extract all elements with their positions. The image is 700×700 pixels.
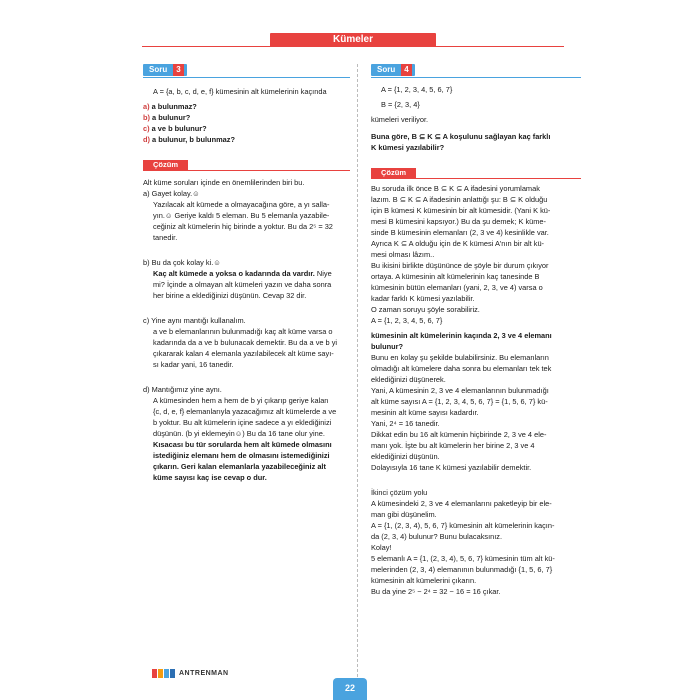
question-text: A = {a, b, c, d, e, f} kümesinin alt kümelerinin kaçında	[153, 87, 327, 96]
part-d-body: A kümesinden hem a hem de b yi çıkarıp geriye kalan {c, d, e, f} elemanlarıyla yazacağımız alt kümelerde a ve b yoktur. Bu alt kümelerin içine sadece a yı eklediğinizi düşünün. (b yi eklemeyin☺) Bu da 16 tane olur yine. Kısacası bu tür sorularda hem alt kümede olmasını istediğiniz elemanı hem de olmasını istemediğinizi çıkarın. Geri kalan elemanlarla yazabileceğiniz alt küme sayısı kaç ise cevap o dur.	[153, 396, 337, 482]
publisher-logo	[152, 666, 229, 680]
part-d-heading: d) Mantığımız yine aynı.	[143, 385, 222, 394]
solution-paragraph-5: Dikkat edin bu 16 alt kümenin hiçbirinde 2, 3 ve 4 ele- manı yok. İşte bu alt kümelerin her birine 2, 3 ve 4 eklediğinizi düşünün. Dolayısıyla 16 tane K kümesi yazılabilir demektir.	[371, 430, 547, 472]
soru-label: Soru	[149, 65, 168, 74]
option-c: c) a ve b bulunur?	[143, 124, 207, 133]
solution-paragraph-1: Bu soruda ilk önce B ⊆ K ⊆ A ifadesini yorumlamak lazım. B ⊆ K ⊆ A ifadesinin anlattığı şu: B ⊆ K olduğu için B kümesi K kümesinin bir alt kümesidir. (Yani K kü- mesi B kümesini kapsıyor.) Bu da şu demek; K küme- sinde B kümesinin elemanları (2, 3 ve 4) kesinlikle var. Ayrıca K ⊆ A olduğu için de K kümesi A'nın bir alt kü- mesi olması lâzım..	[371, 184, 551, 259]
header-rule	[142, 46, 564, 47]
rephrased-question-2: bulunur?	[371, 342, 404, 351]
solution-paragraph-4: Yani, A kümesinin 2, 3 ve 4 elemanlarının bulunmadığı alt küme sayısı A = {1, 2, 3, 4, 5, 6, 7} = {1, 5, 6, 7} kü- mesinin alt küme sayısı kadardır. Yani, 2⁴ = 16 tanedir.	[371, 386, 549, 428]
logo-text: ANTRENMAN	[179, 669, 229, 677]
rephrased-question-1: kümesinin alt kümelerinin kaçında 2, 3 ve 4 elemanı	[371, 331, 552, 340]
rephrase-set: A = {1, 2, 3, 4, 5, 6, 7}	[371, 316, 443, 325]
solution-paragraph-2: Bu ikisini birlikte düşününce de şöyle bir durum çıkıyor ortaya. A kümesinin alt kümelerinin kaç tanesinde B kümesinin bütün elemanları (yani, 2, 3, ve 4) varsa o kadar farklı K kümesi yazılabilir.	[371, 261, 549, 303]
cozum-rule	[371, 178, 581, 179]
solution-paragraph-3: Bunu en kolay şu şekilde bulabilirsiniz. Bu elemanların olmadığı alt kümelere daha sonra bu elemanları tek tek eklediğinizi düşünerek.	[371, 353, 552, 384]
cozum-rule	[143, 170, 350, 171]
options-list	[143, 101, 350, 145]
part-b-heading: b) Bu da çok kolay ki.☺	[143, 258, 221, 267]
part-a-body: Yazılacak alt kümede a olmayacağına göre, a yı salla- yın.☺ Geriye kaldı 5 eleman. Bu 5 elemanla yazabile- ceğiniz alt kümelerin hiç birinde a yoktur. Bu da 2⁵ = 32 tanedir.	[153, 200, 333, 242]
page-number: 22	[333, 678, 367, 700]
solution-intro: Alt küme soruları içinde en önemlilerinden biri bu.	[143, 178, 305, 187]
soru-rule	[371, 77, 581, 78]
chapter-title: Kümeler	[270, 33, 436, 47]
rephrase-text: O zaman soruyu şöyle sorabiliriz.	[371, 305, 480, 314]
part-c-heading: c) Yine aynı mantığı kullanalım.	[143, 316, 246, 325]
right-column	[371, 64, 581, 597]
part-a-heading: a) Gayet kolay.☺	[143, 189, 200, 198]
left-column	[143, 64, 350, 483]
option-b: b) a bulunur?	[143, 113, 191, 122]
option-d: d) a bulunur, b bulunmaz?	[143, 135, 235, 144]
soru-badge	[143, 64, 350, 76]
part-c-body: a ve b elemanlarının bulunmadığı kaç alt küme varsa o kadarında da a ve b bulunacak demektir. Bu da a ve b yi çıkararak kalan 4 elemanla yazılabilecek alt küme sayı- sı kadar yani, 16 tanedir.	[153, 327, 338, 369]
question-line-1: Buna göre, B ⊆ K ⊆ A koşulunu sağlayan kaç farklı	[371, 132, 551, 141]
soru-label: Soru	[377, 65, 396, 74]
set-b: B = {2, 3, 4}	[381, 100, 420, 109]
set-a: A = {1, 2, 3, 4, 5, 6, 7}	[381, 85, 453, 94]
soru-rule	[143, 77, 350, 78]
option-a: a) a bulunmaz?	[143, 102, 197, 111]
second-solution-title: İkinci çözüm yolu	[371, 488, 428, 497]
soru-number: 3	[173, 64, 183, 76]
soru-number: 4	[401, 64, 411, 76]
soru-badge-2	[371, 64, 581, 76]
cozum-badge-2: Çözüm	[371, 167, 581, 178]
second-solution-body: A kümesindeki 2, 3 ve 4 elemanlarını paketleyip bir ele- man gibi düşünelim. A = {1, (2, 3, 4), 5, 6, 7} kümesinin alt kümelerinin kaçın- da (2, 3, 4) bulunur? Bunu bulacaksınız. Kolay! 5 elemanlı A = {1, (2, 3, 4), 5, 6, 7} kümesinin tüm alt kü- melerinden (2, 3, 4) elemanının bulunmadığı {1, 5, 6, 7} kümesinin alt kümelerini çıkarın. Bu da yine 2⁵ − 2⁴ = 32 − 16 = 16 çıkar.	[371, 499, 555, 596]
given-text: kümeleri veriliyor.	[371, 115, 429, 124]
column-divider	[357, 64, 358, 682]
cozum-badge: Çözüm	[143, 159, 350, 170]
question-line-2: K kümesi yazılabilir?	[371, 143, 445, 152]
part-b-body: Kaç alt kümede a yoksa o kadarında da vardır. Niye mi? İçinde a olmayan alt kümeleri yazın ve daha sonra her birine a ekledi​ğinizi düşünün. Cevap 32 dir.	[153, 269, 332, 300]
